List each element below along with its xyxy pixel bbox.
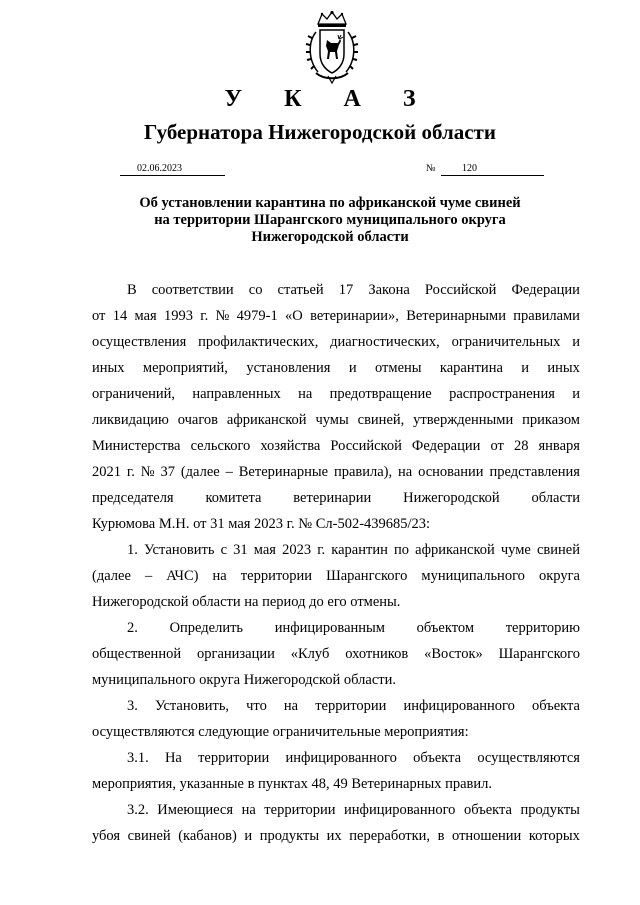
body-line: [127, 801, 580, 819]
word: установления: [246, 360, 331, 376]
word: карантина: [439, 360, 503, 376]
word: инфицированным: [274, 620, 385, 636]
word: очагов: [177, 412, 219, 428]
word: на: [241, 802, 256, 818]
word: мая: [134, 308, 157, 324]
word: иных: [547, 360, 580, 376]
word: Ветеринарные: [238, 464, 329, 480]
word: Имеющиеся: [157, 802, 234, 818]
body-line: [92, 333, 580, 351]
word: охотников: [345, 646, 409, 662]
word: приказом: [522, 412, 580, 428]
word: комитета: [205, 490, 262, 506]
word: африканской: [415, 542, 495, 558]
word: правила),: [333, 464, 393, 480]
word: по: [394, 542, 410, 558]
word: свиней: [536, 542, 580, 558]
word: на: [283, 698, 299, 714]
body-line: [92, 411, 580, 429]
word: Установить,: [154, 698, 230, 714]
word: представления: [489, 464, 580, 480]
word: (далее: [180, 464, 220, 480]
body-line: [92, 437, 580, 455]
word: Российской: [424, 282, 497, 298]
word: территорию: [505, 620, 580, 636]
word: профилактических,: [198, 334, 319, 350]
word: ликвидацию: [92, 412, 169, 428]
word: «Восток»: [424, 646, 483, 662]
word: территории: [198, 750, 270, 766]
document-type-title: У К А З: [224, 86, 434, 112]
word: На: [164, 750, 182, 766]
word: г.: [317, 542, 326, 558]
word: 4979-1: [236, 308, 278, 324]
word: соответствии: [151, 282, 234, 298]
word: г.: [200, 308, 209, 324]
word: Определить: [169, 620, 244, 636]
word: карантин: [331, 542, 388, 558]
word: инфицированного: [285, 750, 397, 766]
document-date: 02.06.2023: [120, 163, 225, 176]
word: их: [326, 828, 342, 844]
word: мая: [253, 542, 276, 558]
word: свиней: [127, 828, 171, 844]
word: и: [244, 828, 253, 844]
word: на: [398, 464, 413, 480]
word: мероприятий,: [142, 360, 228, 376]
word: чумы: [315, 412, 349, 428]
word: правилами: [513, 308, 580, 324]
body-line: [127, 281, 580, 299]
word: от: [92, 308, 106, 324]
word: и: [521, 360, 530, 376]
word: переработки,: [349, 828, 431, 844]
word: и: [348, 360, 357, 376]
word: 3.: [127, 698, 138, 714]
word: области: [531, 490, 580, 506]
body-line: муниципального округа Нижегородской области.: [92, 672, 396, 688]
body-line: [92, 645, 580, 663]
issuer-title: Губернатора Нижегородской области: [144, 120, 496, 144]
word: распространения: [449, 386, 555, 402]
word: АЧС): [166, 568, 199, 584]
number-sign: №: [426, 163, 436, 174]
body-line: Нижегородской области на период до его отмены.: [92, 594, 401, 610]
word: ветеринарии: [293, 490, 372, 506]
word: продукты: [520, 802, 580, 818]
subject-line: Нижегородской области: [251, 229, 409, 245]
word: организации: [197, 646, 275, 662]
word: Российской: [330, 438, 402, 454]
word: общественной: [92, 646, 182, 662]
word: 3.2.: [127, 802, 149, 818]
word: осуществления: [92, 334, 187, 350]
word: хозяйства: [260, 438, 321, 454]
word: диагностических,: [330, 334, 440, 350]
word: №: [215, 308, 230, 324]
word: председателя: [92, 490, 174, 506]
document-subject: [80, 195, 580, 246]
word: и: [572, 386, 580, 402]
word: 2021: [92, 464, 121, 480]
word: Шарангского: [326, 568, 408, 584]
word: г.: [126, 464, 135, 480]
body-line: [92, 385, 580, 403]
body-line: [92, 567, 580, 585]
body-line: Курюмова М.Н. от 31 мая 2023 г. № Сл-502-439685/23:: [92, 516, 431, 532]
word: утвержденными: [413, 412, 514, 428]
word: Нижегородской: [403, 490, 500, 506]
word: объекта: [463, 802, 512, 818]
word: Закона: [368, 282, 410, 298]
word: отмены: [375, 360, 422, 376]
word: –: [144, 568, 153, 584]
word: (кабанов): [178, 828, 237, 844]
body-line: [127, 697, 580, 715]
word: округа: [538, 568, 580, 584]
body-line: [92, 359, 580, 377]
word: В: [127, 282, 137, 298]
word: на: [298, 386, 313, 402]
body-line: [92, 463, 580, 481]
word: продукты: [259, 828, 320, 844]
word: иных: [92, 360, 125, 376]
word: Федерации: [411, 438, 481, 454]
word: муниципального: [421, 568, 525, 584]
word: Федерации: [511, 282, 580, 298]
word: сельского: [190, 438, 251, 454]
document-number: 120: [441, 163, 544, 176]
word: территории: [264, 802, 336, 818]
word: с: [220, 542, 228, 558]
word: (далее: [92, 568, 131, 584]
word: основании: [418, 464, 484, 480]
word: –: [225, 464, 233, 480]
word: что: [246, 698, 267, 714]
word: 17: [338, 282, 354, 298]
word: 3.1.: [127, 750, 149, 766]
word: ограничений,: [92, 386, 176, 402]
subject-line: Об установлении карантина по африканской чуме свиней: [139, 195, 521, 211]
word: 14: [112, 308, 128, 324]
word: 37: [160, 464, 175, 480]
body-line: [92, 827, 580, 845]
word: со: [248, 282, 263, 298]
word: объектом: [416, 620, 475, 636]
body-line: [92, 489, 580, 507]
word: января: [538, 438, 580, 454]
word: 1.: [127, 542, 138, 558]
word: отношении: [452, 828, 522, 844]
word: от: [490, 438, 504, 454]
word: 2023: [282, 542, 312, 558]
body-line: мероприятия, указанные в пунктах 48, 49 Ветеринарных правил.: [92, 776, 492, 792]
word: предотвращение: [329, 386, 432, 402]
word: 1993: [163, 308, 193, 324]
body-line: осуществляются следующие ограничительные мероприятия:: [92, 724, 469, 740]
word: Шарангского: [498, 646, 580, 662]
word: объекта: [531, 698, 580, 714]
word: №: [140, 464, 155, 480]
word: «Клуб: [290, 646, 330, 662]
body-line: [127, 541, 580, 559]
nizhny-novgorod-coat-of-arms-icon: [302, 10, 362, 85]
word: на: [212, 568, 227, 584]
word: статьей: [277, 282, 324, 298]
word: и: [572, 334, 580, 350]
word: чуме: [500, 542, 531, 558]
word: которых: [528, 828, 580, 844]
subject-line: на территории Шарангского муниципального округа: [154, 212, 506, 228]
word: инфицированного: [344, 802, 456, 818]
word: территории: [240, 568, 312, 584]
word: «О: [285, 308, 303, 324]
word: объекта: [413, 750, 462, 766]
word: убоя: [92, 828, 121, 844]
body-line: [92, 307, 580, 325]
word: 31: [233, 542, 248, 558]
word: Министерства: [92, 438, 181, 454]
word: инфицированного: [403, 698, 515, 714]
word: африканской: [226, 412, 307, 428]
word: ветеринарии»,: [310, 308, 399, 324]
word: 2.: [127, 620, 138, 636]
word: Ветеринарными: [406, 308, 506, 324]
word: 28: [513, 438, 529, 454]
word: территории: [315, 698, 387, 714]
word: Установить: [144, 542, 215, 558]
body-line: [127, 619, 580, 637]
body-line: [127, 749, 580, 767]
word: осуществляются: [477, 750, 580, 766]
word: свиней,: [357, 412, 405, 428]
word: направленных: [192, 386, 281, 402]
word: ограничительных: [451, 334, 561, 350]
word: в: [437, 828, 445, 844]
